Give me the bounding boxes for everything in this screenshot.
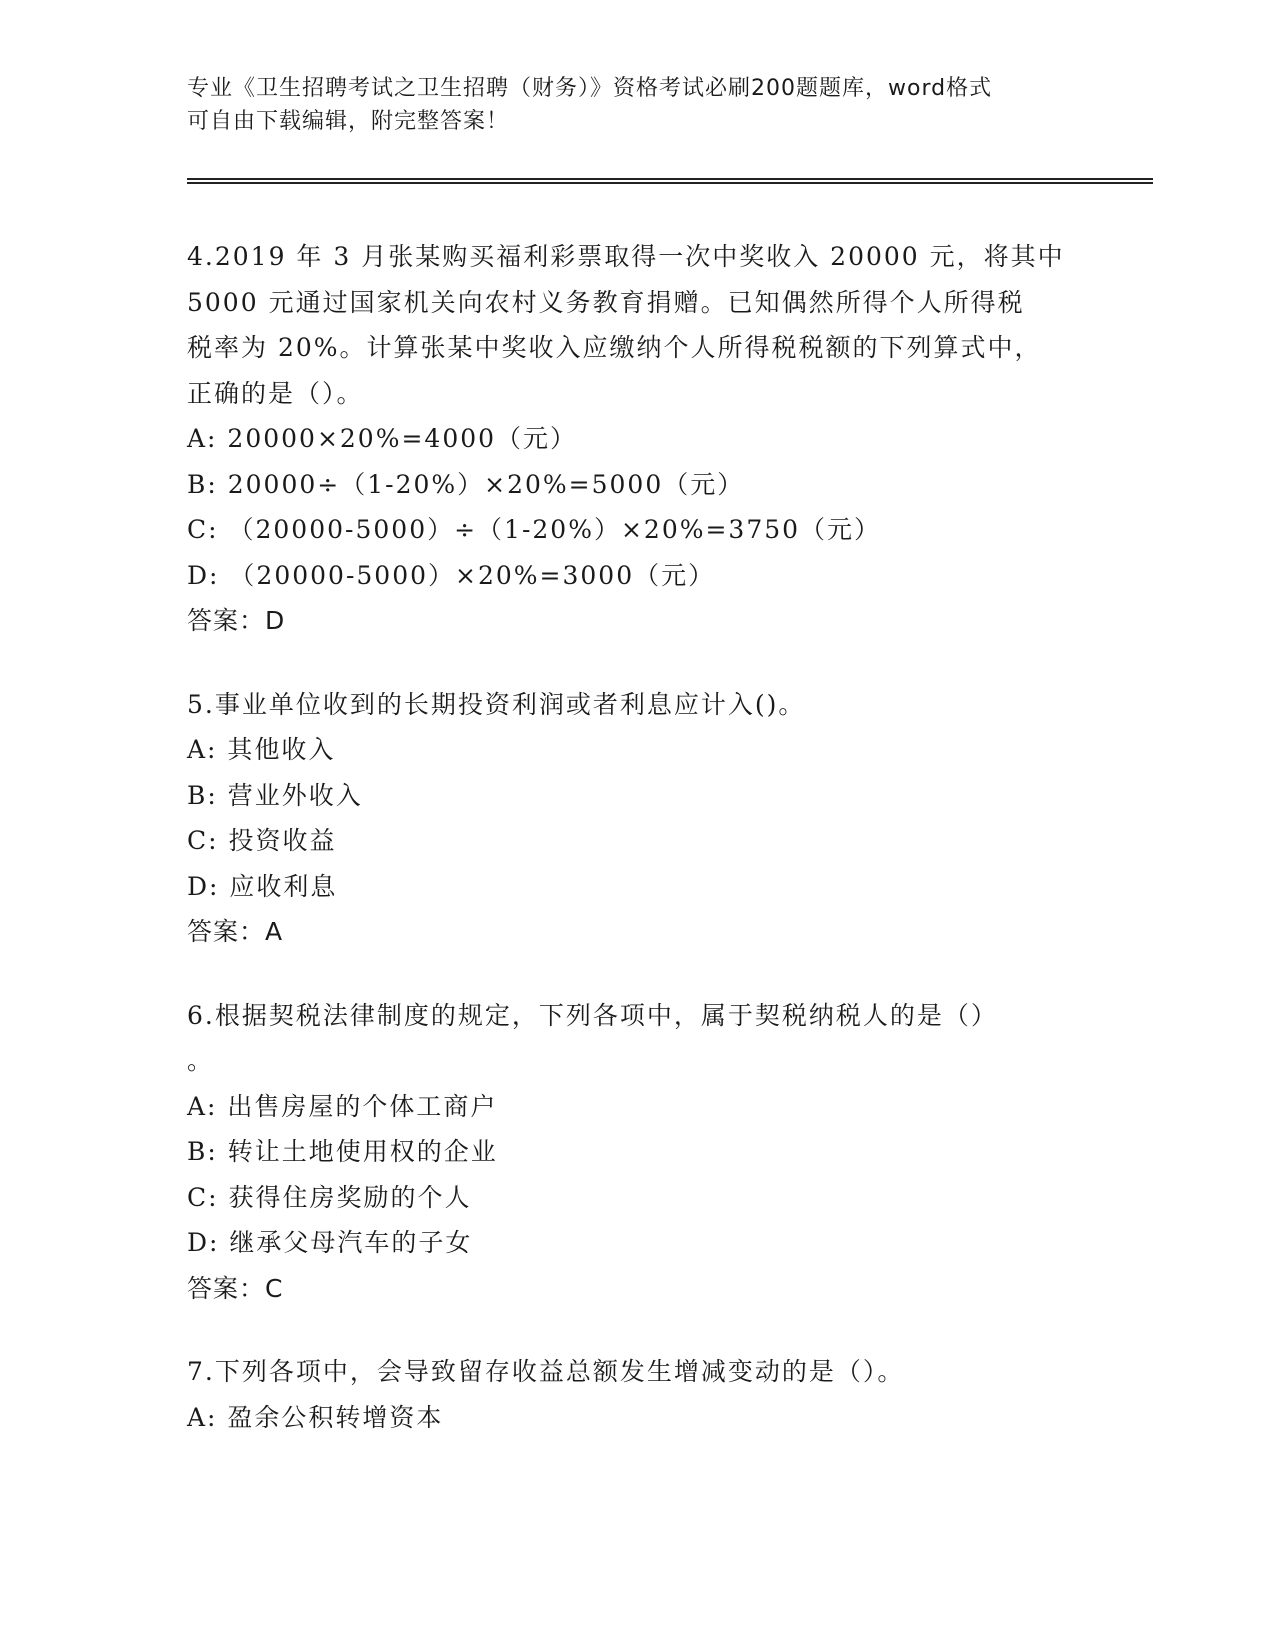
header-title-line-2: 可自由下载编辑，附完整答案！ xyxy=(187,109,510,134)
question-stem-line: 7.下列各项中，会导致留存收益总额发生增减变动的是（）。 xyxy=(187,1357,905,1386)
option-c: C: （20000-5000）÷（1-20%）×20%=3750（元） xyxy=(187,515,882,544)
question-stem-line: 。 xyxy=(187,1046,215,1075)
answer-line: 答案：C xyxy=(187,1273,284,1303)
header-double-rule xyxy=(187,178,1153,184)
question-6 xyxy=(187,993,1087,1312)
option-d: D: 应收利息 xyxy=(187,871,338,901)
question-7 xyxy=(187,1349,1087,1440)
question-4 xyxy=(187,234,1087,644)
option-a: A: 出售房屋的个体工商户 xyxy=(187,1091,498,1121)
option-c: C: 获得住房奖励的个人 xyxy=(187,1182,472,1212)
answer-line: 答案：D xyxy=(187,606,286,635)
question-stem-line: 4.2019 年 3 月张某购买福利彩票取得一次中奖收入 20000 元，将其中 xyxy=(187,242,1065,271)
answer-line: 答案：A xyxy=(187,917,284,946)
option-d: D: 继承父母汽车的子女 xyxy=(187,1228,473,1257)
question-stem-line: 正确的是（）。 xyxy=(187,378,364,408)
header-title-line-1: 专业《卫生招聘考试之卫生招聘（财务）》资格考试必刷200题题库，word格式 xyxy=(187,76,993,101)
question-stem-line: 税率为 20%。计算张某中奖收入应缴纳个人所得税税额的下列算式中， xyxy=(187,333,1042,362)
option-a: A: 其他收入 xyxy=(187,735,336,764)
option-b: B: 营业外收入 xyxy=(187,780,363,810)
document-header xyxy=(187,72,1067,138)
option-a: A: 20000×20%=4000（元） xyxy=(187,424,578,453)
option-a: A: 盈余公积转增资本 xyxy=(187,1402,444,1432)
option-c: C: 投资收益 xyxy=(187,826,337,855)
question-stem-line: 6.根据契税法律制度的规定，下列各项中，属于契税纳税人的是（） xyxy=(187,1000,998,1030)
option-b: B: 20000÷（1-20%）×20%=5000（元） xyxy=(187,469,745,499)
question-stem-line: 5.事业单位收到的长期投资利润或者利息应计入()。 xyxy=(187,689,806,719)
option-b: B: 转让土地使用权的企业 xyxy=(187,1137,498,1166)
question-stem-line: 5000 元通过国家机关向农村义务教育捐赠。已知偶然所得个人所得税 xyxy=(187,287,1025,317)
option-d: D: （20000-5000）×20%=3000（元） xyxy=(187,560,716,590)
question-list xyxy=(187,234,1087,1478)
question-5 xyxy=(187,682,1087,955)
